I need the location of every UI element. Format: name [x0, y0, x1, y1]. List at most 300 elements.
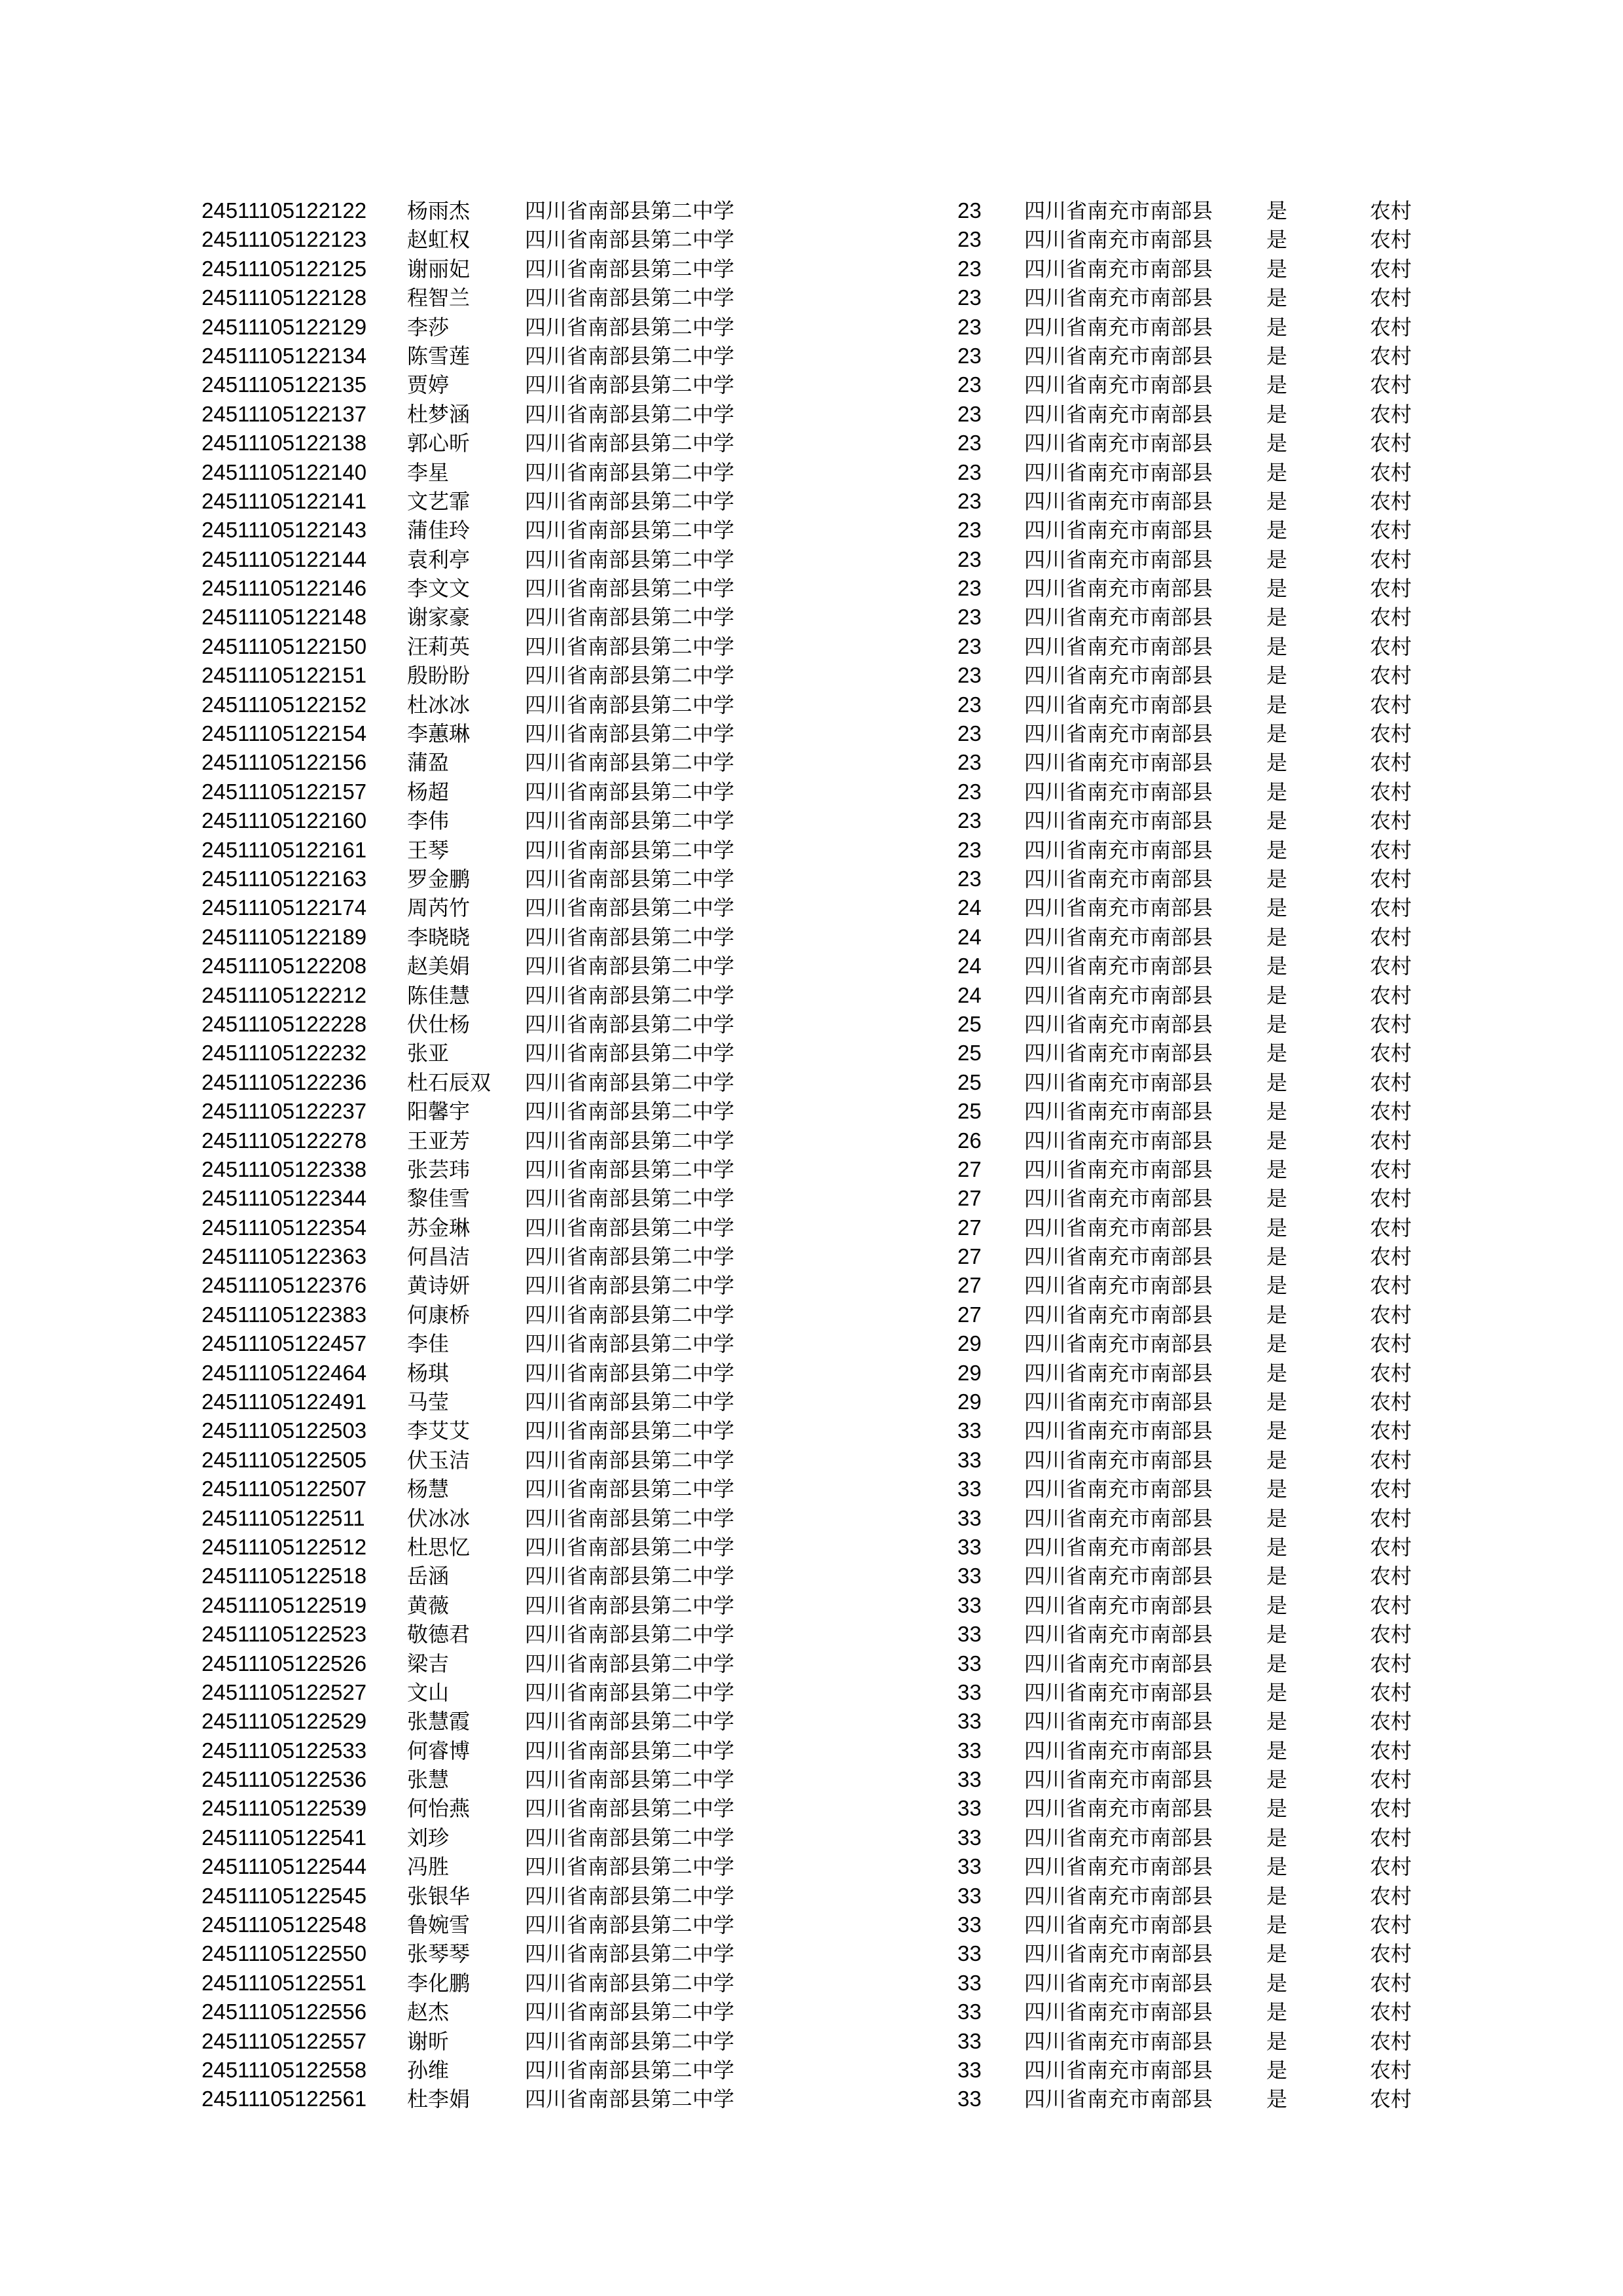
student-name-cell: 岳涵 — [407, 1564, 450, 1589]
school-cell: 四川省南部县第二中学 — [525, 1912, 735, 1938]
residence-type-cell: 农村 — [1370, 866, 1412, 891]
student-name-cell: 何怡燕 — [407, 1796, 471, 1821]
region-cell: 四川省南充市南部县 — [1024, 518, 1213, 543]
table-row — [0, 603, 1623, 632]
score-cell: 33 — [957, 1592, 982, 1617]
score-cell: 23 — [957, 750, 982, 775]
exam-number-cell: 24511105122503 — [202, 1418, 367, 1443]
school-cell: 四川省南部县第二中学 — [525, 1622, 735, 1647]
school-cell: 四川省南部县第二中学 — [525, 1592, 735, 1618]
exam-number-cell: 24511105122125 — [202, 256, 367, 281]
region-cell: 四川省南充市南部县 — [1024, 1128, 1213, 1153]
table-row — [0, 2085, 1623, 2113]
school-cell: 四川省南部县第二中学 — [525, 1564, 735, 1589]
residence-type-cell: 农村 — [1370, 1447, 1412, 1473]
score-cell: 23 — [957, 285, 982, 310]
school-cell: 四川省南部县第二中学 — [525, 1390, 735, 1415]
residence-type-cell: 农村 — [1370, 634, 1412, 659]
student-name-cell: 杜李娟 — [407, 2087, 471, 2112]
exam-number-cell: 24511105122208 — [202, 954, 367, 978]
student-name-cell: 黄诗妍 — [407, 1273, 471, 1299]
school-cell: 四川省南部县第二中学 — [525, 343, 735, 368]
student-name-cell: 蒲盈 — [407, 750, 450, 776]
flag-cell: 是 — [1266, 1418, 1288, 1444]
table-row — [0, 778, 1623, 806]
school-cell: 四川省南部县第二中学 — [525, 1825, 735, 1850]
region-cell: 四川省南充市南部县 — [1024, 924, 1213, 950]
table-row — [0, 1591, 1623, 1620]
region-cell: 四川省南充市南部县 — [1024, 1825, 1213, 1850]
flag-cell: 是 — [1266, 2087, 1288, 2112]
score-cell: 23 — [957, 459, 982, 484]
student-name-cell: 张琴琴 — [407, 1941, 471, 1967]
flag-cell: 是 — [1266, 2000, 1288, 2025]
region-cell: 四川省南充市南部县 — [1024, 808, 1213, 834]
table-row — [0, 400, 1623, 429]
student-name-cell: 李晓晓 — [407, 924, 471, 950]
residence-type-cell: 农村 — [1370, 1622, 1412, 1647]
score-cell: 27 — [957, 1302, 982, 1327]
residence-type-cell: 农村 — [1370, 1767, 1412, 1793]
exam-number-cell: 24511105122152 — [202, 692, 367, 717]
region-cell: 四川省南充市南部县 — [1024, 1069, 1213, 1095]
student-name-cell: 殷盼盼 — [407, 663, 471, 689]
exam-number-cell: 24511105122383 — [202, 1302, 367, 1327]
school-cell: 四川省南部县第二中学 — [525, 982, 735, 1008]
table-row — [0, 1882, 1623, 1910]
school-cell: 四川省南部县第二中学 — [525, 518, 735, 543]
residence-type-cell: 农村 — [1370, 1883, 1412, 1909]
score-cell: 33 — [957, 2087, 982, 2111]
region-cell: 四川省南充市南部县 — [1024, 1302, 1213, 1327]
table-row — [0, 1533, 1623, 1562]
residence-type-cell: 农村 — [1370, 1592, 1412, 1618]
school-cell: 四川省南部县第二中学 — [525, 1796, 735, 1821]
table-row — [0, 370, 1623, 399]
flag-cell: 是 — [1266, 1447, 1288, 1473]
region-cell: 四川省南充市南部县 — [1024, 1970, 1213, 1996]
flag-cell: 是 — [1266, 982, 1288, 1008]
table-row — [0, 1504, 1623, 1533]
student-name-cell: 周芮竹 — [407, 895, 471, 921]
region-cell: 四川省南充市南部县 — [1024, 1011, 1213, 1037]
school-cell: 四川省南部县第二中学 — [525, 1244, 735, 1270]
region-cell: 四川省南充市南部县 — [1024, 1796, 1213, 1821]
school-cell: 四川省南部县第二中学 — [525, 488, 735, 514]
score-cell: 23 — [957, 343, 982, 368]
student-name-cell: 何康桥 — [407, 1302, 471, 1327]
school-cell: 四川省南部县第二中学 — [525, 1099, 735, 1124]
region-cell: 四川省南充市南部县 — [1024, 1738, 1213, 1763]
table-row — [0, 806, 1623, 835]
residence-type-cell: 农村 — [1370, 372, 1412, 398]
student-name-cell: 赵美娟 — [407, 954, 471, 979]
school-cell: 四川省南部县第二中学 — [525, 459, 735, 485]
exam-number-cell: 24511105122491 — [202, 1390, 367, 1414]
school-cell: 四川省南部县第二中学 — [525, 1970, 735, 1996]
residence-type-cell: 农村 — [1370, 1477, 1412, 1502]
flag-cell: 是 — [1266, 431, 1288, 456]
residence-type-cell: 农村 — [1370, 837, 1412, 863]
residence-type-cell: 农村 — [1370, 518, 1412, 543]
score-cell: 23 — [957, 547, 982, 571]
exam-number-cell: 24511105122544 — [202, 1854, 367, 1879]
table-row — [0, 1969, 1623, 1998]
residence-type-cell: 农村 — [1370, 779, 1412, 804]
student-name-cell: 杨琪 — [407, 1360, 450, 1386]
exam-number-cell: 24511105122519 — [202, 1592, 367, 1617]
school-cell: 四川省南部县第二中学 — [525, 954, 735, 979]
flag-cell: 是 — [1266, 1651, 1288, 1676]
exam-number-cell: 24511105122551 — [202, 1970, 367, 1995]
score-cell: 33 — [957, 1418, 982, 1443]
student-name-cell: 梁吉 — [407, 1651, 450, 1676]
residence-type-cell: 农村 — [1370, 808, 1412, 834]
flag-cell: 是 — [1266, 924, 1288, 950]
school-cell: 四川省南部县第二中学 — [525, 1215, 735, 1240]
student-name-cell: 何睿博 — [407, 1738, 471, 1763]
flag-cell: 是 — [1266, 1390, 1288, 1415]
region-cell: 四川省南充市南部县 — [1024, 721, 1213, 747]
region-cell: 四川省南充市南部县 — [1024, 634, 1213, 659]
score-cell: 24 — [957, 895, 982, 920]
exam-number-cell: 24511105122541 — [202, 1825, 367, 1850]
exam-number-cell: 24511105122545 — [202, 1883, 367, 1908]
flag-cell: 是 — [1266, 576, 1288, 601]
table-row — [0, 1388, 1623, 1416]
table-row — [0, 283, 1623, 312]
score-cell: 24 — [957, 954, 982, 978]
residence-type-cell: 农村 — [1370, 1651, 1412, 1676]
exam-number-cell: 24511105122523 — [202, 1622, 367, 1647]
region-cell: 四川省南充市南部县 — [1024, 314, 1213, 340]
school-cell: 四川省南部县第二中学 — [525, 1534, 735, 1560]
table-row — [0, 1852, 1623, 1881]
student-name-cell: 文艺霏 — [407, 488, 471, 514]
flag-cell: 是 — [1266, 372, 1288, 398]
table-row — [0, 1620, 1623, 1649]
exam-number-cell: 24511105122557 — [202, 2028, 367, 2053]
score-cell: 23 — [957, 663, 982, 688]
score-cell: 29 — [957, 1390, 982, 1414]
residence-type-cell: 农村 — [1370, 1069, 1412, 1095]
exam-number-cell: 24511105122512 — [202, 1534, 367, 1559]
region-cell: 四川省南充市南部县 — [1024, 285, 1213, 311]
exam-number-cell: 24511105122156 — [202, 750, 367, 775]
table-row — [0, 1097, 1623, 1126]
student-name-cell: 伏冰冰 — [407, 1505, 471, 1531]
score-cell: 23 — [957, 576, 982, 601]
exam-number-cell: 24511105122527 — [202, 1679, 367, 1704]
exam-number-cell: 24511105122556 — [202, 2000, 367, 2024]
table-row — [0, 661, 1623, 690]
school-cell: 四川省南部县第二中学 — [525, 924, 735, 950]
school-cell: 四川省南部县第二中学 — [525, 1679, 735, 1705]
student-name-cell: 李佳 — [407, 1331, 450, 1357]
region-cell: 四川省南充市南部县 — [1024, 1390, 1213, 1415]
flag-cell: 是 — [1266, 895, 1288, 921]
score-cell: 26 — [957, 1128, 982, 1153]
school-cell: 四川省南部县第二中学 — [525, 1883, 735, 1909]
residence-type-cell: 农村 — [1370, 1244, 1412, 1270]
flag-cell: 是 — [1266, 605, 1288, 630]
flag-cell: 是 — [1266, 547, 1288, 572]
region-cell: 四川省南充市南部县 — [1024, 1767, 1213, 1793]
flag-cell: 是 — [1266, 1244, 1288, 1270]
residence-type-cell: 农村 — [1370, 1709, 1412, 1734]
exam-number-cell: 24511105122561 — [202, 2087, 367, 2111]
table-row — [0, 429, 1623, 457]
table-row — [0, 691, 1623, 719]
region-cell: 四川省南充市南部县 — [1024, 1157, 1213, 1182]
exam-number-cell: 24511105122129 — [202, 314, 367, 339]
flag-cell: 是 — [1266, 1564, 1288, 1589]
score-cell: 23 — [957, 866, 982, 891]
region-cell: 四川省南充市南部县 — [1024, 547, 1213, 572]
student-name-cell: 李文文 — [407, 576, 471, 601]
score-cell: 33 — [957, 1447, 982, 1472]
flag-cell: 是 — [1266, 198, 1288, 223]
residence-type-cell: 农村 — [1370, 1157, 1412, 1182]
student-name-cell: 杜冰冰 — [407, 692, 471, 717]
residence-type-cell: 农村 — [1370, 1099, 1412, 1124]
table-row — [0, 952, 1623, 980]
exam-number-cell: 24511105122137 — [202, 401, 367, 426]
exam-number-cell: 24511105122505 — [202, 1447, 367, 1472]
flag-cell: 是 — [1266, 634, 1288, 659]
residence-type-cell: 农村 — [1370, 895, 1412, 921]
table-row — [0, 1475, 1623, 1503]
exam-number-cell: 24511105122161 — [202, 837, 367, 862]
residence-type-cell: 农村 — [1370, 1331, 1412, 1357]
school-cell: 四川省南部县第二中学 — [525, 1505, 735, 1531]
residence-type-cell: 农村 — [1370, 1128, 1412, 1153]
region-cell: 四川省南充市南部县 — [1024, 1564, 1213, 1589]
student-name-cell: 鲁婉雪 — [407, 1912, 471, 1938]
region-cell: 四川省南充市南部县 — [1024, 895, 1213, 921]
exam-number-cell: 24511105122144 — [202, 547, 367, 571]
school-cell: 四川省南部县第二中学 — [525, 2058, 735, 2083]
flag-cell: 是 — [1266, 866, 1288, 891]
score-cell: 33 — [957, 1622, 982, 1647]
region-cell: 四川省南充市南部县 — [1024, 1592, 1213, 1618]
student-name-cell: 陈雪莲 — [407, 343, 471, 368]
residence-type-cell: 农村 — [1370, 2028, 1412, 2054]
region-cell: 四川省南充市南部县 — [1024, 1534, 1213, 1560]
school-cell: 四川省南部县第二中学 — [525, 1767, 735, 1793]
flag-cell: 是 — [1266, 227, 1288, 253]
score-cell: 25 — [957, 1011, 982, 1036]
flag-cell: 是 — [1266, 837, 1288, 863]
school-cell: 四川省南部县第二中学 — [525, 227, 735, 253]
score-cell: 27 — [957, 1273, 982, 1298]
table-row — [0, 342, 1623, 370]
exam-number-cell: 24511105122526 — [202, 1651, 367, 1676]
exam-number-cell: 24511105122507 — [202, 1477, 367, 1501]
residence-type-cell: 农村 — [1370, 605, 1412, 630]
score-cell: 23 — [957, 692, 982, 717]
region-cell: 四川省南充市南部县 — [1024, 663, 1213, 689]
score-cell: 33 — [957, 1970, 982, 1995]
residence-type-cell: 农村 — [1370, 1041, 1412, 1066]
school-cell: 四川省南部县第二中学 — [525, 1360, 735, 1386]
exam-number-cell: 24511105122344 — [202, 1186, 367, 1211]
score-cell: 27 — [957, 1186, 982, 1211]
student-name-cell: 程智兰 — [407, 285, 471, 311]
exam-number-cell: 24511105122338 — [202, 1157, 367, 1181]
school-cell: 四川省南部县第二中学 — [525, 1186, 735, 1211]
student-name-cell: 王亚芳 — [407, 1128, 471, 1153]
school-cell: 四川省南部县第二中学 — [525, 285, 735, 311]
exam-number-cell: 24511105122457 — [202, 1331, 367, 1356]
student-name-cell: 李星 — [407, 459, 450, 485]
school-cell: 四川省南部县第二中学 — [525, 605, 735, 630]
school-cell: 四川省南部县第二中学 — [525, 1418, 735, 1444]
exam-number-cell: 24511105122354 — [202, 1215, 367, 1240]
flag-cell: 是 — [1266, 954, 1288, 979]
flag-cell: 是 — [1266, 1825, 1288, 1850]
school-cell: 四川省南部县第二中学 — [525, 2000, 735, 2025]
residence-type-cell: 农村 — [1370, 314, 1412, 340]
table-row — [0, 458, 1623, 487]
school-cell: 四川省南部县第二中学 — [525, 401, 735, 427]
score-cell: 24 — [957, 924, 982, 949]
exam-number-cell: 24511105122146 — [202, 576, 367, 601]
student-name-cell: 罗金鹏 — [407, 866, 471, 891]
residence-type-cell: 农村 — [1370, 256, 1412, 281]
score-cell: 25 — [957, 1041, 982, 1066]
flag-cell: 是 — [1266, 1679, 1288, 1705]
score-cell: 23 — [957, 372, 982, 397]
score-cell: 33 — [957, 1825, 982, 1850]
score-cell: 23 — [957, 518, 982, 543]
region-cell: 四川省南充市南部县 — [1024, 401, 1213, 427]
student-name-cell: 张慧 — [407, 1767, 450, 1793]
residence-type-cell: 农村 — [1370, 459, 1412, 485]
residence-type-cell: 农村 — [1370, 1215, 1412, 1240]
region-cell: 四川省南充市南部县 — [1024, 343, 1213, 368]
exam-number-cell: 24511105122278 — [202, 1128, 367, 1153]
residence-type-cell: 农村 — [1370, 1970, 1412, 1996]
region-cell: 四川省南充市南部县 — [1024, 750, 1213, 776]
table-row — [0, 1039, 1623, 1067]
exam-number-cell: 24511105122536 — [202, 1767, 367, 1792]
school-cell: 四川省南部县第二中学 — [525, 1941, 735, 1967]
school-cell: 四川省南部县第二中学 — [525, 1331, 735, 1357]
region-cell: 四川省南充市南部县 — [1024, 779, 1213, 804]
score-cell: 27 — [957, 1157, 982, 1181]
score-cell: 23 — [957, 634, 982, 658]
flag-cell: 是 — [1266, 256, 1288, 281]
score-cell: 33 — [957, 1505, 982, 1530]
student-name-cell: 陈佳慧 — [407, 982, 471, 1008]
flag-cell: 是 — [1266, 1128, 1288, 1153]
region-cell: 四川省南充市南部县 — [1024, 1215, 1213, 1240]
score-cell: 33 — [957, 1796, 982, 1821]
student-name-cell: 文山 — [407, 1679, 450, 1705]
score-cell: 23 — [957, 721, 982, 746]
exam-number-cell: 24511105122539 — [202, 1796, 367, 1821]
flag-cell: 是 — [1266, 1331, 1288, 1357]
table-row — [0, 313, 1623, 342]
flag-cell: 是 — [1266, 1273, 1288, 1299]
exam-number-cell: 24511105122151 — [202, 663, 367, 688]
flag-cell: 是 — [1266, 1041, 1288, 1066]
score-cell: 23 — [957, 314, 982, 339]
score-cell: 33 — [957, 1883, 982, 1908]
student-name-cell: 孙维 — [407, 2058, 450, 2083]
table-row — [0, 545, 1623, 574]
exam-number-cell: 24511105122533 — [202, 1738, 367, 1763]
exam-number-cell: 24511105122150 — [202, 634, 367, 658]
exam-number-cell: 24511105122128 — [202, 285, 367, 310]
region-cell: 四川省南充市南部县 — [1024, 576, 1213, 601]
table-row — [0, 1794, 1623, 1823]
residence-type-cell: 农村 — [1370, 721, 1412, 747]
flag-cell: 是 — [1266, 1883, 1288, 1909]
student-name-cell: 杜思忆 — [407, 1534, 471, 1560]
score-cell: 33 — [957, 2028, 982, 2053]
school-cell: 四川省南部县第二中学 — [525, 692, 735, 717]
exam-number-cell: 24511105122236 — [202, 1069, 367, 1094]
flag-cell: 是 — [1266, 1592, 1288, 1618]
region-cell: 四川省南充市南部县 — [1024, 459, 1213, 485]
table-row — [0, 1823, 1623, 1852]
table-row — [0, 893, 1623, 922]
table-row — [0, 2027, 1623, 2056]
flag-cell: 是 — [1266, 750, 1288, 776]
student-name-cell: 伏玉洁 — [407, 1447, 471, 1473]
student-name-cell: 张银华 — [407, 1883, 471, 1909]
student-name-cell: 郭心昕 — [407, 431, 471, 456]
residence-type-cell: 农村 — [1370, 2058, 1412, 2083]
region-cell: 四川省南充市南部县 — [1024, 2028, 1213, 2054]
exam-number-cell: 24511105122558 — [202, 2058, 367, 2082]
score-cell: 27 — [957, 1215, 982, 1240]
table-row — [0, 923, 1623, 952]
score-cell: 24 — [957, 982, 982, 1007]
school-cell: 四川省南部县第二中学 — [525, 895, 735, 921]
flag-cell: 是 — [1266, 779, 1288, 804]
exam-number-cell: 24511105122212 — [202, 982, 367, 1007]
score-cell: 23 — [957, 488, 982, 513]
table-row — [0, 1329, 1623, 1358]
school-cell: 四川省南部县第二中学 — [525, 1041, 735, 1066]
flag-cell: 是 — [1266, 1941, 1288, 1967]
student-name-cell: 张芸玮 — [407, 1157, 471, 1182]
table-row — [0, 1068, 1623, 1097]
school-cell: 四川省南部县第二中学 — [525, 1854, 735, 1880]
student-name-cell: 张亚 — [407, 1041, 450, 1066]
student-name-cell: 杜梦涵 — [407, 401, 471, 427]
school-cell: 四川省南部县第二中学 — [525, 431, 735, 456]
residence-type-cell: 农村 — [1370, 1941, 1412, 1967]
residence-type-cell: 农村 — [1370, 2087, 1412, 2112]
exam-number-cell: 24511105122163 — [202, 866, 367, 891]
school-cell: 四川省南部县第二中学 — [525, 547, 735, 572]
residence-type-cell: 农村 — [1370, 1011, 1412, 1037]
residence-type-cell: 农村 — [1370, 982, 1412, 1008]
flag-cell: 是 — [1266, 692, 1288, 717]
region-cell: 四川省南充市南部县 — [1024, 1651, 1213, 1676]
table-row — [0, 1562, 1623, 1590]
student-name-cell: 谢丽妃 — [407, 256, 471, 281]
table-row — [0, 1416, 1623, 1445]
score-cell: 29 — [957, 1331, 982, 1356]
exam-number-cell: 24511105122464 — [202, 1360, 367, 1385]
score-cell: 25 — [957, 1099, 982, 1124]
school-cell: 四川省南部县第二中学 — [525, 314, 735, 340]
